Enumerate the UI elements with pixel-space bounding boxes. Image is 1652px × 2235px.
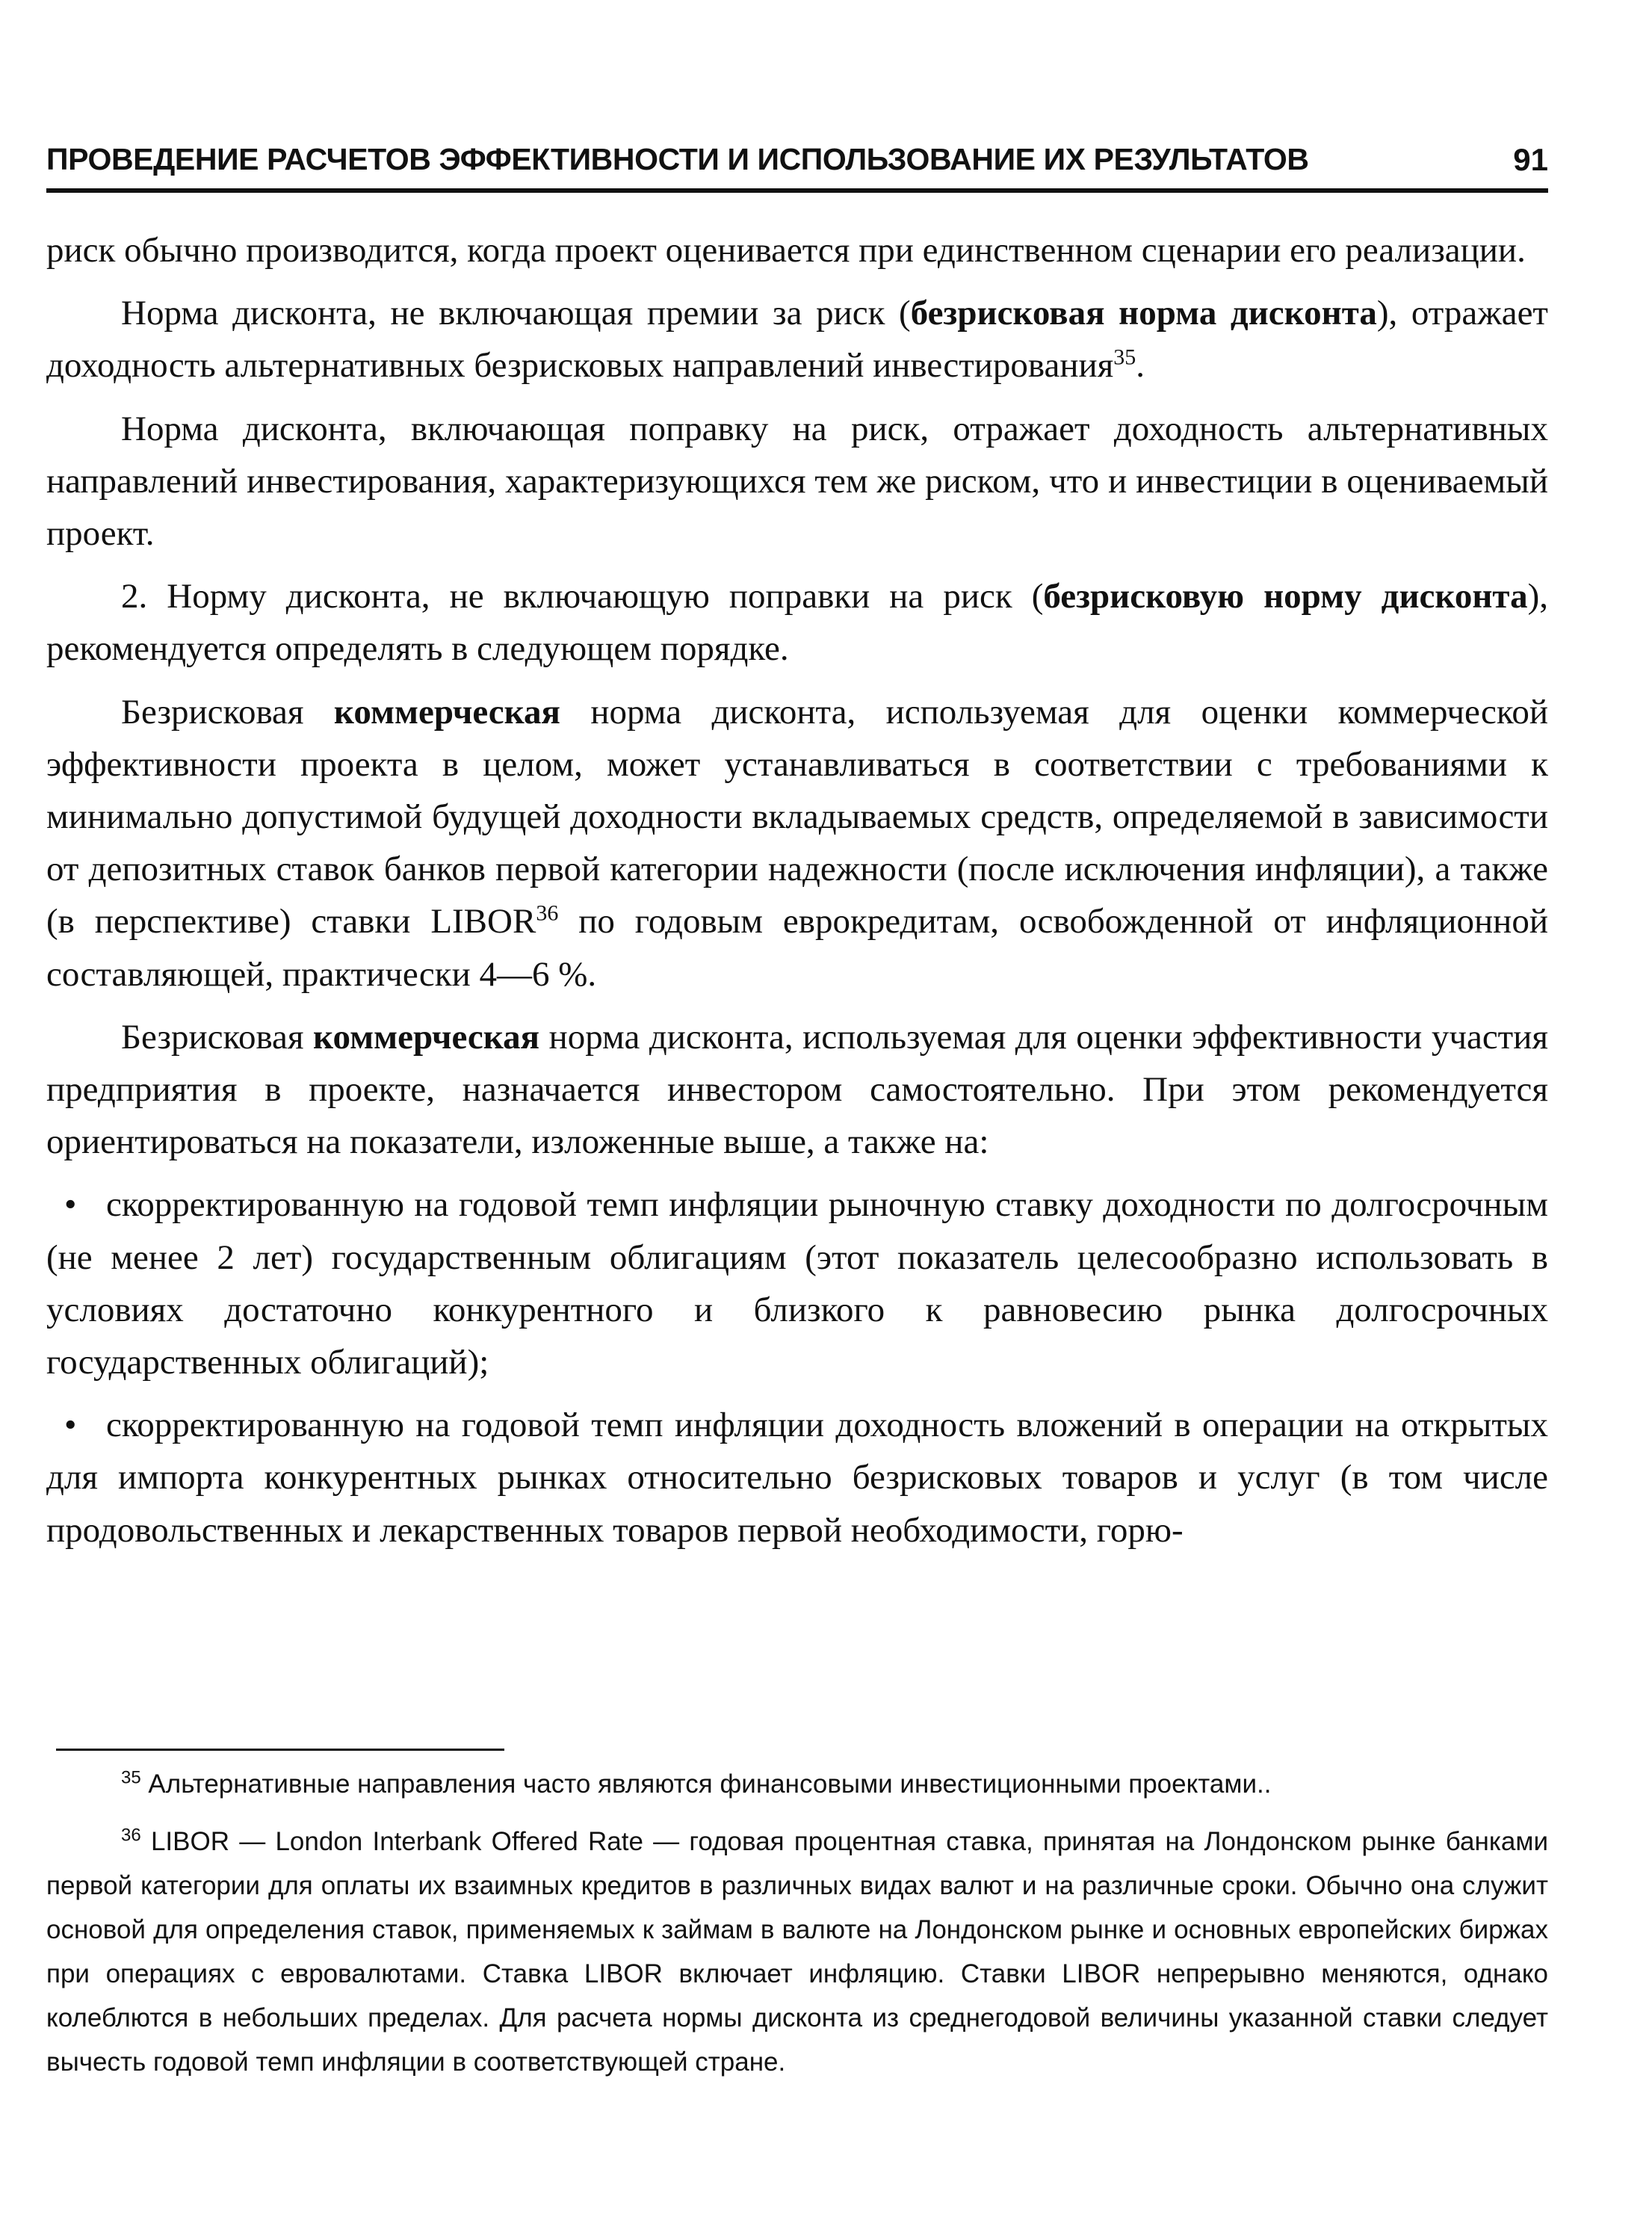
paragraph-commercial-rate-project: Безрисковая коммерческая норма дисконта, используемая для оценки коммерческой эффективности проекта в целом, может устанавливаться в соответствии с требованиями к минимально допустимой будущей доходности вкладываемых средств, определяемой в зависимости от депозитных ставок банков первой категории надежности (после исключения инфляции), а также (в перспективе) ставки LIBOR$^{36}$ по годовым еврокредитам, освобожденной от инфляционной составляющей, практически 4—6 %.	[46, 692, 1548, 994]
footnotes	[46, 1762, 1548, 2098]
footnote-mark-36: 36	[121, 1825, 141, 1846]
body-text	[46, 224, 1548, 1567]
footnote-ref-35: 35	[1113, 344, 1136, 370]
term-riskfree-rate: безрисковая норма дисконта	[910, 294, 1377, 333]
running-header	[46, 133, 1548, 185]
footnote-36: $^{36}$ LIBOR — London Interbank Offered Rate — годовая процентная ставка, принятая на Лондонском рынке банками первой категории для оплаты их взаимных кредитов в различных видах валют и на различные сроки. Обычно она служит основой для определения ставок, применяемых к займам в валюте на Лондонском рынке и основных европейских биржах при операциях с евровалютами. Ставка LIBOR включает инфляцию. Ставки LIBOR непрерывно меняются, однако колеблются в небольших пределах. Для расчета нормы дисконта из среднегодовой величины указанной ставки следует вычесть годовой темп инфляции в соответствующей стране.	[46, 1825, 1548, 2077]
bullet-item-markets: • скорректированную на годовой темп инфляции доходность вложений в операции на открытых для импорта конкурентных рынках относительно безрисковых товаров и услуг (в том числе продовольственных и лекарственных товаров первой необходимости, горю-	[46, 1399, 1548, 1557]
footnote-35: $^{35}$ Альтернативные направления часто являются финансовыми инвестиционными проектами..	[121, 1767, 1272, 1799]
term-commercial-2: коммерческая	[313, 1017, 540, 1057]
bullet-icon: •	[64, 1185, 77, 1225]
term-commercial: коммерческая	[333, 692, 560, 732]
running-title: ПРОВЕДЕНИЕ РАСЧЕТОВ ЭФФЕКТИВНОСТИ И ИСПОЛЬЗОВАНИЕ ИХ РЕЗУЛЬТАТОВ	[46, 142, 1309, 176]
bullet-icon: •	[64, 1406, 77, 1445]
footnote-ref-36: 36	[536, 900, 559, 926]
bullet-item-bonds: • скорректированную на годовой темп инфляции рыночную ставку доходности по долгосрочным (не менее 2 лет) государственным облигациям (этот показатель целесообразно использовать в условиях достаточно конкурентного и близкого к равновесию рынка долгосрочных государственных облигаций);	[46, 1178, 1548, 1388]
footnote-mark-35: 35	[121, 1767, 141, 1788]
footnote-rule	[56, 1749, 504, 1751]
page-number: 91	[1513, 142, 1548, 177]
paragraph-continuation: риск обычно производится, когда проект оценивается при единственном сценарии его реализации.	[46, 231, 1526, 270]
paragraph-risk-adjusted-rate: Норма дисконта, включающая поправку на риск, отражает доходность альтернативных направлений инвестирования, характеризующихся тем же риском, что и инвестиции в оцениваемый проект.	[46, 409, 1548, 554]
paragraph-commercial-rate-participation: Безрисковая коммерческая норма дисконта, используемая для оценки эффективности участия предприятия в проекте, назначается инвестором самостоятельно. При этом рекомендуется ориентироваться на показатели, изложенные выше, а также на:	[46, 1017, 1548, 1162]
term-riskfree-rate-acc: безрисковую норму дисконта	[1043, 577, 1528, 616]
paragraph-riskfree-rate: Норма дисконта, не включающая премии за риск (безрисковая норма дисконта), отражает доходность альтернативных безрисковых направлений инвестирования$^{35}$.	[46, 294, 1548, 386]
header-rule	[46, 188, 1548, 193]
paragraph-item-2: 2. Норму дисконта, не включающую поправки на риск (безрисковую норму дисконта), рекомендуется определять в следующем порядке.	[46, 577, 1548, 669]
